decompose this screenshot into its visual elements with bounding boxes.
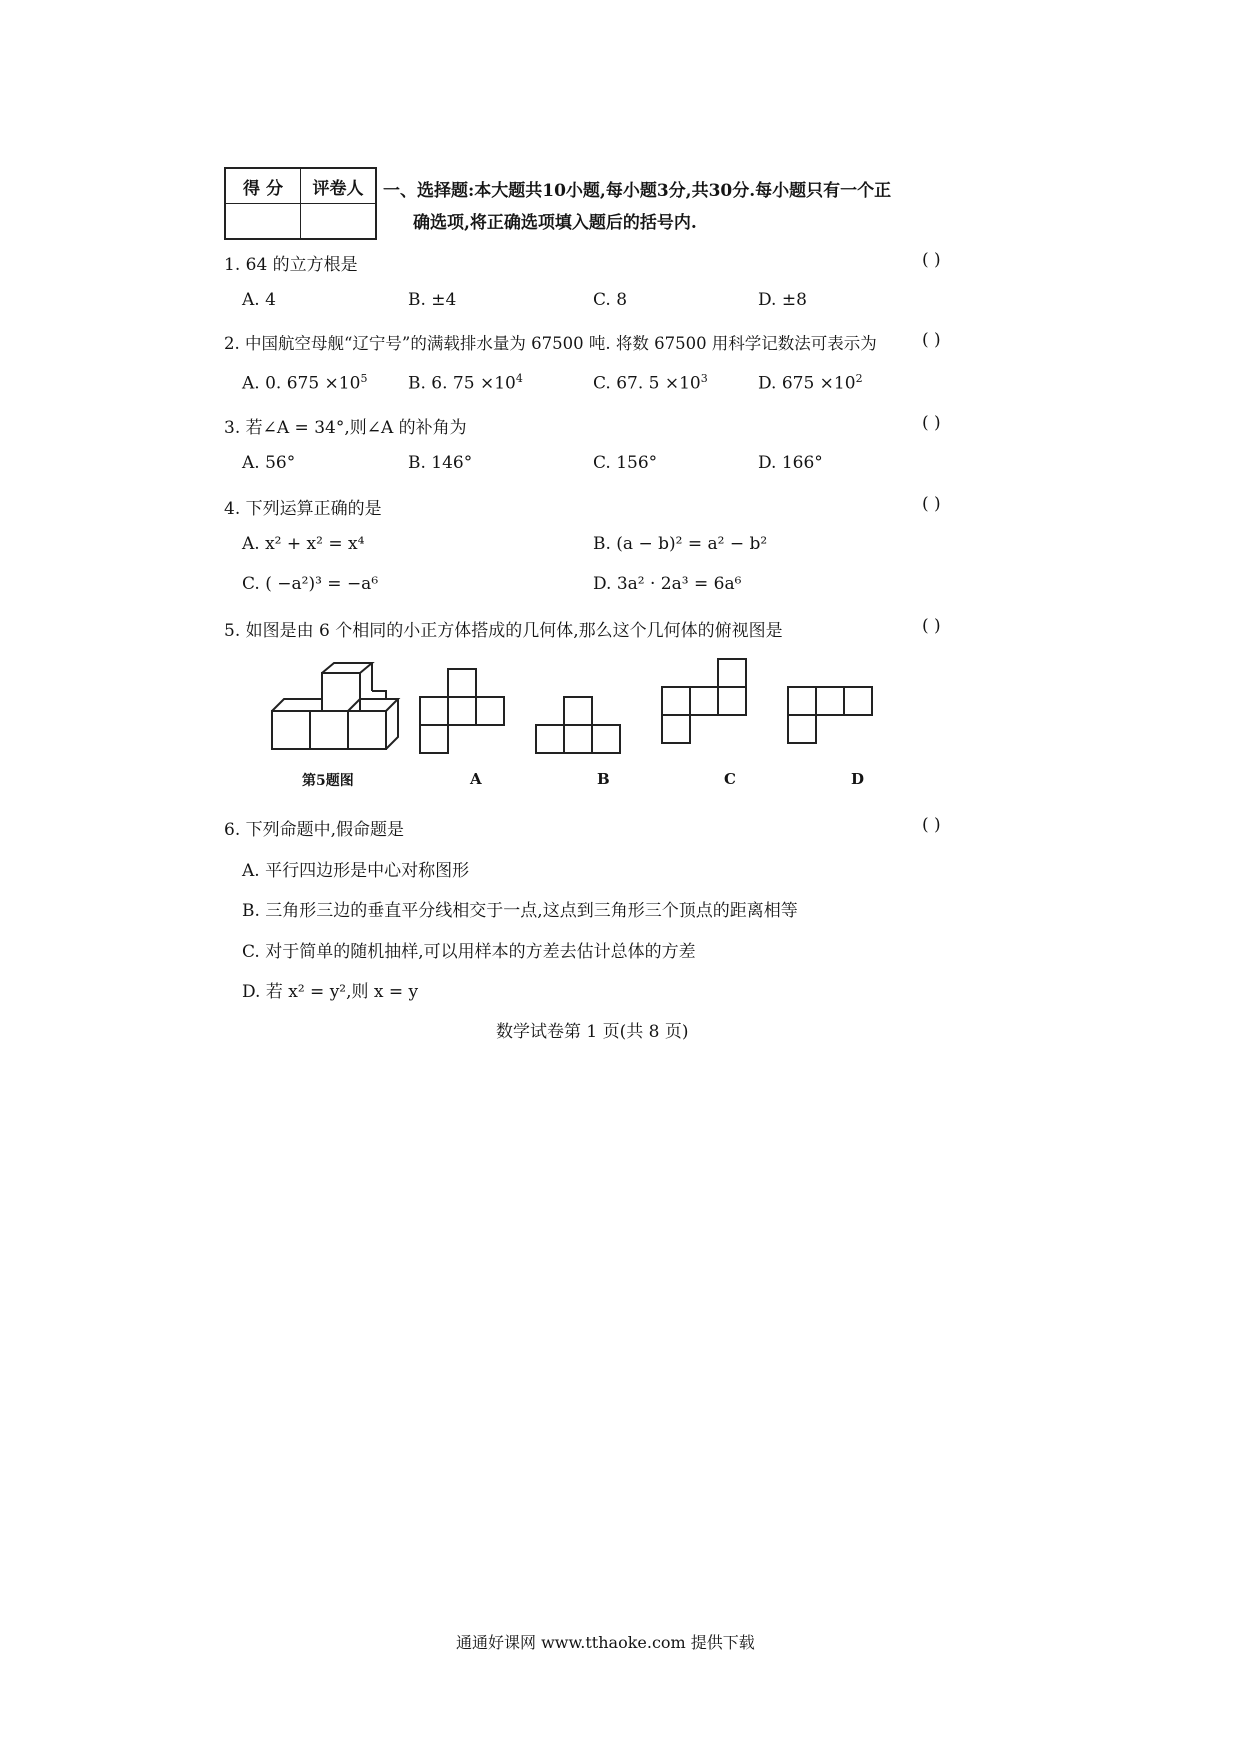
q1-option-b: B. ±4	[408, 290, 457, 310]
q2-option-d: D. $675 \times 10^2$	[758, 372, 863, 394]
q2-option-c: C. 67. $5 \times 10^3$	[593, 372, 708, 394]
section-heading-line2: 确选项,将正确选项填入题后的括号内.	[413, 213, 697, 233]
q5-option-a-figure	[420, 669, 504, 753]
score-cell[interactable]	[225, 204, 301, 240]
q5-label-a: A	[470, 770, 482, 788]
q5-figure-caption: 第5题图	[302, 773, 354, 789]
q5-label-d: D	[851, 770, 865, 788]
q5-option-d-figure	[788, 687, 872, 743]
q6-option-a: A. 平行四边形是中心对称图形	[242, 861, 470, 881]
q6-option-c: C. 对于简单的随机抽样,可以用样本的方差去估计总体的方差	[242, 942, 696, 962]
q1-option-d: D. ±8	[758, 290, 807, 310]
q5-option-c-figure	[662, 659, 746, 743]
q4-option-a: A. x² + x² = x⁴	[242, 534, 365, 554]
score-table	[224, 167, 377, 240]
question-6-stem: 6. 下列命题中,假命题是	[224, 820, 405, 840]
q3-option-a: A. 56°	[242, 453, 296, 473]
q3-option-c: C. 156°	[593, 453, 658, 473]
grader-label: 评卷人	[301, 168, 377, 204]
answer-bracket-4[interactable]: ( )	[922, 494, 941, 514]
question-3-stem: 3. 若∠A = 34°,则∠A 的补角为	[224, 418, 467, 438]
q5-solid-figure	[272, 663, 398, 749]
q6-option-d: D. 若 x² = y²,则 x = y	[242, 982, 419, 1002]
question-5-stem: 5. 如图是由 6 个相同的小正方体搭成的几何体,那么这个几何体的俯视图是	[224, 621, 783, 641]
q5-label-b: B	[597, 770, 610, 788]
question-4-stem: 4. 下列运算正确的是	[224, 499, 382, 519]
q2-option-b: B. 6. $75 \times 10^4$	[408, 372, 523, 394]
q1-option-c: C. 8	[593, 290, 628, 310]
q6-option-b: B. 三角形三边的垂直平分线相交于一点,这点到三角形三个顶点的距离相等	[242, 901, 798, 921]
q3-option-b: B. 146°	[408, 453, 473, 473]
q4-option-d: D. 3a² · 2a³ = 6a⁶	[593, 574, 742, 594]
q5-label-c: C	[724, 770, 736, 788]
grader-cell[interactable]	[301, 204, 377, 240]
section-heading-line1: 一、选择题:本大题共10小题,每小题3分,共30分.每小题只有一个正	[383, 181, 892, 201]
question-1-stem: 1. 64 的立方根是	[224, 255, 358, 275]
answer-bracket-2[interactable]: ( )	[922, 330, 941, 350]
q4-option-b: B. (a − b)² = a² − b²	[593, 534, 768, 554]
q4-option-c: C. ( −a²)³ = −a⁶	[242, 574, 379, 594]
q1-option-a: A. 4	[242, 290, 276, 310]
score-label: 得 分	[225, 168, 301, 204]
q3-option-d: D. 166°	[758, 453, 823, 473]
answer-bracket-1[interactable]: ( )	[922, 250, 941, 270]
question-2-stem: 2. 中国航空母舰“辽宁号”的满载排水量为 67500 吨. 将数 67500 用科学记数法可表示为	[224, 334, 877, 353]
answer-bracket-3[interactable]: ( )	[922, 413, 941, 433]
answer-bracket-6[interactable]: ( )	[922, 815, 941, 835]
q5-figures	[262, 655, 962, 755]
page-footer: 数学试卷第 1 页(共 8 页)	[496, 1022, 689, 1042]
q2-option-a: A. 0. $675 \times 10^5$	[242, 372, 368, 394]
q5-option-b-figure	[536, 697, 620, 753]
watermark-text: 通通好课网 www.tthaoke.com 提供下载	[456, 1633, 755, 1652]
answer-bracket-5[interactable]: ( )	[922, 616, 941, 636]
